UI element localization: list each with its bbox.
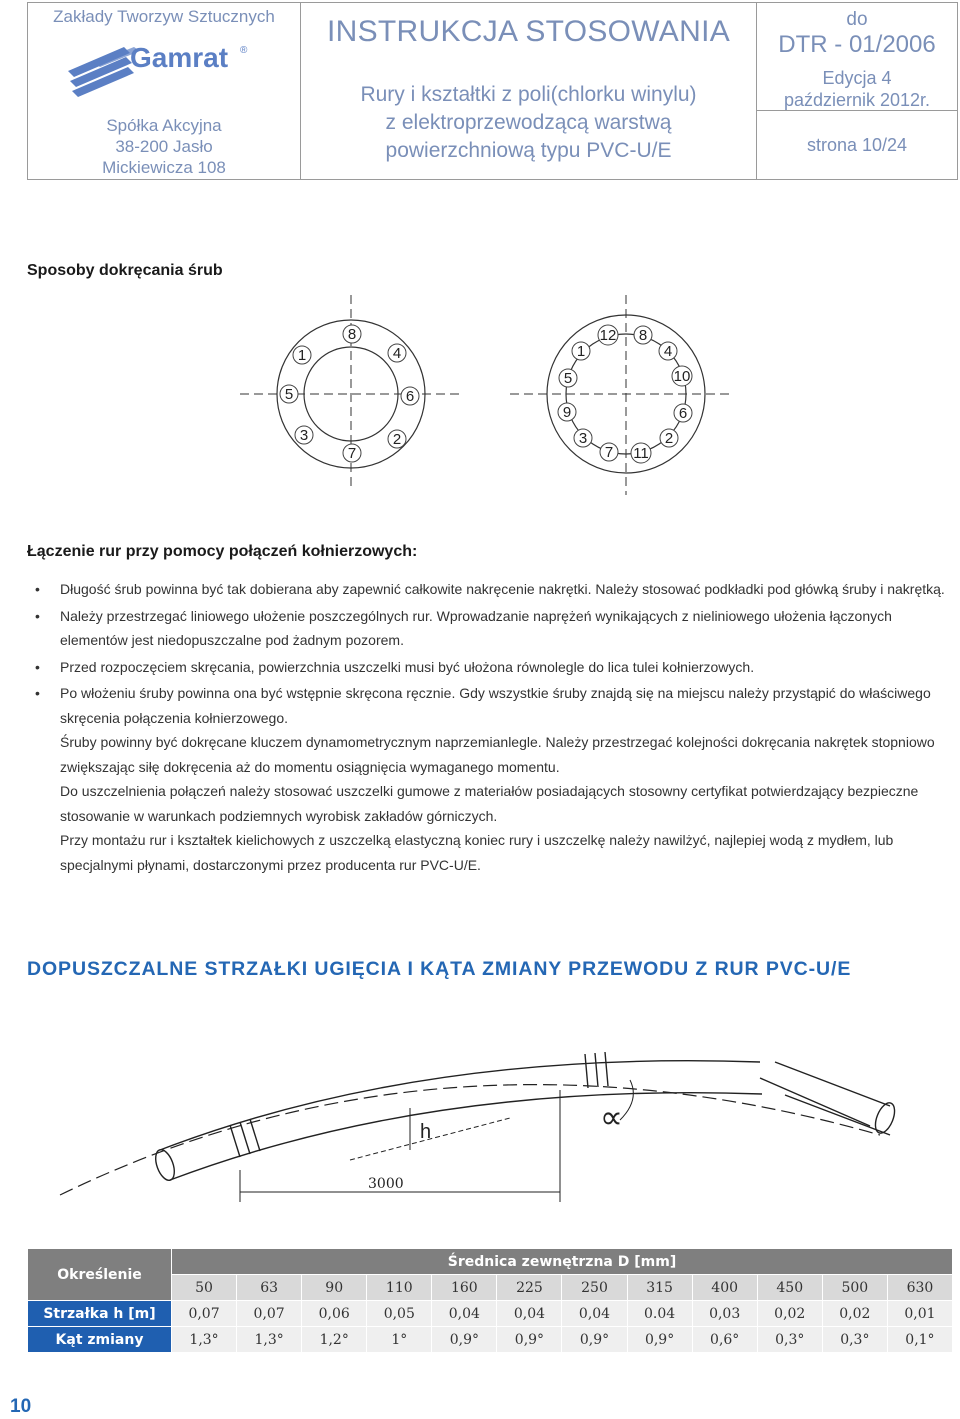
edition: Edycja 4 bbox=[822, 68, 892, 88]
bullet-item bbox=[27, 681, 952, 730]
bolt-label bbox=[559, 369, 577, 387]
svg-text:1: 1 bbox=[576, 343, 586, 360]
diameter-cell: 400 bbox=[692, 1275, 757, 1301]
logo-registered-mark: ® bbox=[240, 45, 248, 56]
paragraph: Przy montażu rur i kształtek kielichowych z uszczelką elastyczną koniec rury i uszczelkę należy nawilżyć, najlepiej wodą z mydłem, lub specjalnymi płynami, dostarczonymi przez producenta rur PVC-U/E. bbox=[60, 832, 894, 873]
company-address bbox=[28, 115, 300, 178]
edition-date: październik 2012r. bbox=[783, 90, 931, 110]
table-row bbox=[28, 1327, 953, 1353]
table-cell: 0,9° bbox=[627, 1327, 692, 1353]
flange-instructions bbox=[27, 577, 952, 877]
bolt-label bbox=[674, 404, 692, 422]
table-cell: 0,04 bbox=[562, 1301, 627, 1327]
bullet-text: Długość śrub powinna być tak dobierana aby zapewnić całkowite nakręcenie nakrętki. Należy stosować podkładki pod główką śruby i nakrętką. bbox=[60, 581, 945, 597]
svg-text:10: 10 bbox=[673, 368, 691, 385]
table-cell: 0,05 bbox=[367, 1301, 432, 1327]
diameter-cell: 250 bbox=[562, 1275, 627, 1301]
table-cell: 0,07 bbox=[237, 1301, 302, 1327]
bullet-icon: • bbox=[35, 581, 40, 597]
bullet-item bbox=[27, 604, 952, 653]
bolt-label bbox=[343, 325, 361, 343]
table-cell: 1,3° bbox=[172, 1327, 237, 1353]
address-line: Spółka Akcyjna bbox=[106, 116, 222, 135]
diameter-cell: 630 bbox=[887, 1275, 952, 1301]
bullet-text: Należy przestrzegać liniowego ułożenie poszczególnych rur. Wprowadzanie naprężeń wynikających z nieliniowego ułożenia łączonych elementów jest niedopuszczalne pod żadnym pozorem. bbox=[60, 607, 892, 648]
edition-info bbox=[757, 67, 957, 111]
doc-subtitle-line: powierzchniową typu PVC-U/E bbox=[385, 139, 672, 162]
table-cell: 0,1° bbox=[887, 1327, 952, 1353]
flange-12-bolts bbox=[510, 295, 730, 495]
bullet-text: Przed rozpoczęciem skręcania, powierzchnia uszczelki musi być ułożona równolegle do lica tulei kołnierzowych. bbox=[60, 658, 755, 675]
bolt-label bbox=[343, 444, 361, 462]
table-cell: 0,03 bbox=[692, 1301, 757, 1327]
paragraph: Śruby powinny być dokręcane kluczem dynamometrycznym naprzemianlegle. Należy przestrzegać kolejności dokręcania nakrętek stopniowo zwiększając siłę dokręcenia aż do momentu osiągnięcia wymaganego momentu. bbox=[60, 734, 935, 775]
table-cell: 1,2° bbox=[302, 1327, 367, 1353]
diameter-cell: 315 bbox=[627, 1275, 692, 1301]
bullet-item bbox=[27, 655, 952, 680]
section-title-bolting: Sposoby dokręcania śrub bbox=[27, 262, 223, 279]
deflection-table bbox=[27, 1248, 953, 1353]
section-title-deflection: DOPUSZCZALNE STRZAŁKI UGIĘCIA I KĄTA ZMIANY PRZEWODU Z RUR PVC-U/E bbox=[27, 958, 852, 980]
header-meta-cell bbox=[757, 3, 957, 179]
row-label-angle: Kąt zmiany bbox=[28, 1327, 172, 1353]
table-cell: 1,3° bbox=[237, 1327, 302, 1353]
do-label: do bbox=[846, 9, 868, 30]
table-cell: 0,9° bbox=[432, 1327, 497, 1353]
svg-text:5: 5 bbox=[563, 370, 573, 387]
document-header bbox=[27, 2, 958, 180]
bolt-label bbox=[672, 366, 692, 386]
doc-subtitle-line: z elektroprzewodzącą warstwą bbox=[385, 111, 672, 134]
svg-text:11: 11 bbox=[633, 445, 649, 462]
bolt-label bbox=[631, 443, 651, 463]
svg-text:9: 9 bbox=[562, 404, 572, 421]
bullet-icon: • bbox=[35, 685, 40, 701]
diameter-cell: 450 bbox=[757, 1275, 822, 1301]
svg-text:3: 3 bbox=[299, 427, 309, 444]
table-cell: 1° bbox=[367, 1327, 432, 1353]
paragraph: Do uszczelnienia połączeń należy stosować uszczelki gumowe z materiałów posiadających stosowny certyfikat potwierdzający bezpieczne stosowanie w warunkach podziemnych wyrobisk zakładów górniczych. bbox=[60, 783, 919, 824]
svg-text:1: 1 bbox=[297, 347, 307, 364]
diameter-cell: 225 bbox=[497, 1275, 562, 1301]
header-title-cell bbox=[301, 3, 757, 179]
page-indicator: strona 10/24 bbox=[806, 134, 908, 155]
page-number: 10 bbox=[10, 1396, 32, 1417]
svg-text:2: 2 bbox=[664, 430, 674, 447]
bolt-label bbox=[572, 342, 590, 360]
table-cell: 0,06 bbox=[302, 1301, 367, 1327]
diameter-cell: 90 bbox=[302, 1275, 367, 1301]
bolt-label bbox=[558, 403, 576, 421]
bolt-label bbox=[293, 346, 311, 364]
doc-title: INSTRUKCJA STOSOWANIA bbox=[326, 15, 731, 48]
svg-text:2: 2 bbox=[392, 431, 402, 448]
address-line: Mickiewicza 108 bbox=[102, 158, 226, 177]
bullet-icon: • bbox=[35, 607, 40, 624]
diameter-cell: 63 bbox=[237, 1275, 302, 1301]
row-label-deflection: Strzałka h [m] bbox=[28, 1301, 172, 1327]
svg-text:4: 4 bbox=[392, 345, 402, 362]
bolt-label bbox=[660, 429, 678, 447]
bullet-item bbox=[27, 577, 952, 602]
bolt-label bbox=[388, 430, 406, 448]
bolt-label bbox=[388, 344, 406, 362]
length-3000-label: 3000 bbox=[368, 1176, 404, 1192]
table-row bbox=[28, 1301, 953, 1327]
table-cell: 0,02 bbox=[757, 1301, 822, 1327]
svg-text:3: 3 bbox=[578, 430, 588, 447]
bolt-label bbox=[401, 387, 419, 405]
table-cell: 0,6° bbox=[692, 1327, 757, 1353]
section-title-flange-joints: Łączenie rur przy pomocy połączeń kołnierzowych: bbox=[27, 543, 418, 560]
bullet-text: Po włożeniu śruby powinna ona być wstępnie skręcona ręcznie. Gdy wszystkie śruby znajdą się na miejscu należy przystąpić do właściwego skręcenia połączenia kołnierzowego. bbox=[60, 685, 931, 726]
table-corner-header: Określenie bbox=[28, 1249, 172, 1301]
table-cell: 0,9° bbox=[497, 1327, 562, 1353]
doc-subtitle-line: Rury i kształtki z poli(chlorku winylu) bbox=[360, 83, 697, 106]
table-cell: 0,07 bbox=[172, 1301, 237, 1327]
doc-reference bbox=[757, 3, 957, 111]
bolt-label bbox=[574, 429, 592, 447]
diameter-cell: 160 bbox=[432, 1275, 497, 1301]
table-cell: 0,3° bbox=[822, 1327, 887, 1353]
dtr-number: DTR - 01/2006 bbox=[778, 31, 936, 58]
svg-text:8: 8 bbox=[638, 327, 648, 344]
bolt-tightening-diagram bbox=[240, 290, 740, 495]
diameter-cell: 500 bbox=[822, 1275, 887, 1301]
logo-text: Gamrat bbox=[130, 42, 229, 73]
svg-text:8: 8 bbox=[347, 326, 357, 343]
angle-alpha-label: ∝ bbox=[600, 1099, 623, 1135]
deflection-h-label: h bbox=[420, 1121, 432, 1143]
table-cell: 0,01 bbox=[887, 1301, 952, 1327]
bolt-label bbox=[634, 326, 652, 344]
table-cell: 0,9° bbox=[562, 1327, 627, 1353]
table-cell: 0,04 bbox=[497, 1301, 562, 1327]
diameter-cell: 50 bbox=[172, 1275, 237, 1301]
bolt-label bbox=[659, 342, 677, 360]
bolt-label bbox=[598, 325, 618, 345]
bolt-label bbox=[295, 426, 313, 444]
pipe-deflection-diagram bbox=[40, 1020, 920, 1220]
bullet-icon: • bbox=[35, 658, 40, 675]
address-line: 38-200 Jasło bbox=[115, 137, 213, 156]
svg-text:4: 4 bbox=[663, 343, 673, 360]
svg-text:12: 12 bbox=[599, 327, 617, 344]
table-cell: 0,04 bbox=[432, 1301, 497, 1327]
table-cell: 0.04 bbox=[627, 1301, 692, 1327]
header-company-cell bbox=[28, 3, 301, 179]
table-cell: 0,02 bbox=[822, 1301, 887, 1327]
company-name: Zakłady Tworzyw Sztucznych bbox=[53, 7, 275, 26]
svg-text:6: 6 bbox=[405, 388, 415, 405]
gamrat-logo bbox=[64, 39, 254, 101]
table-cell: 0,3° bbox=[757, 1327, 822, 1353]
doc-subtitle bbox=[301, 81, 756, 165]
svg-text:5: 5 bbox=[284, 386, 294, 403]
diameter-span-header: Średnica zewnętrzna D [mm] bbox=[172, 1249, 953, 1275]
bolt-label bbox=[600, 443, 618, 461]
svg-text:6: 6 bbox=[678, 405, 688, 422]
diameter-cell: 110 bbox=[367, 1275, 432, 1301]
bolt-label bbox=[280, 385, 298, 403]
svg-text:7: 7 bbox=[347, 445, 357, 462]
svg-text:7: 7 bbox=[604, 444, 614, 461]
